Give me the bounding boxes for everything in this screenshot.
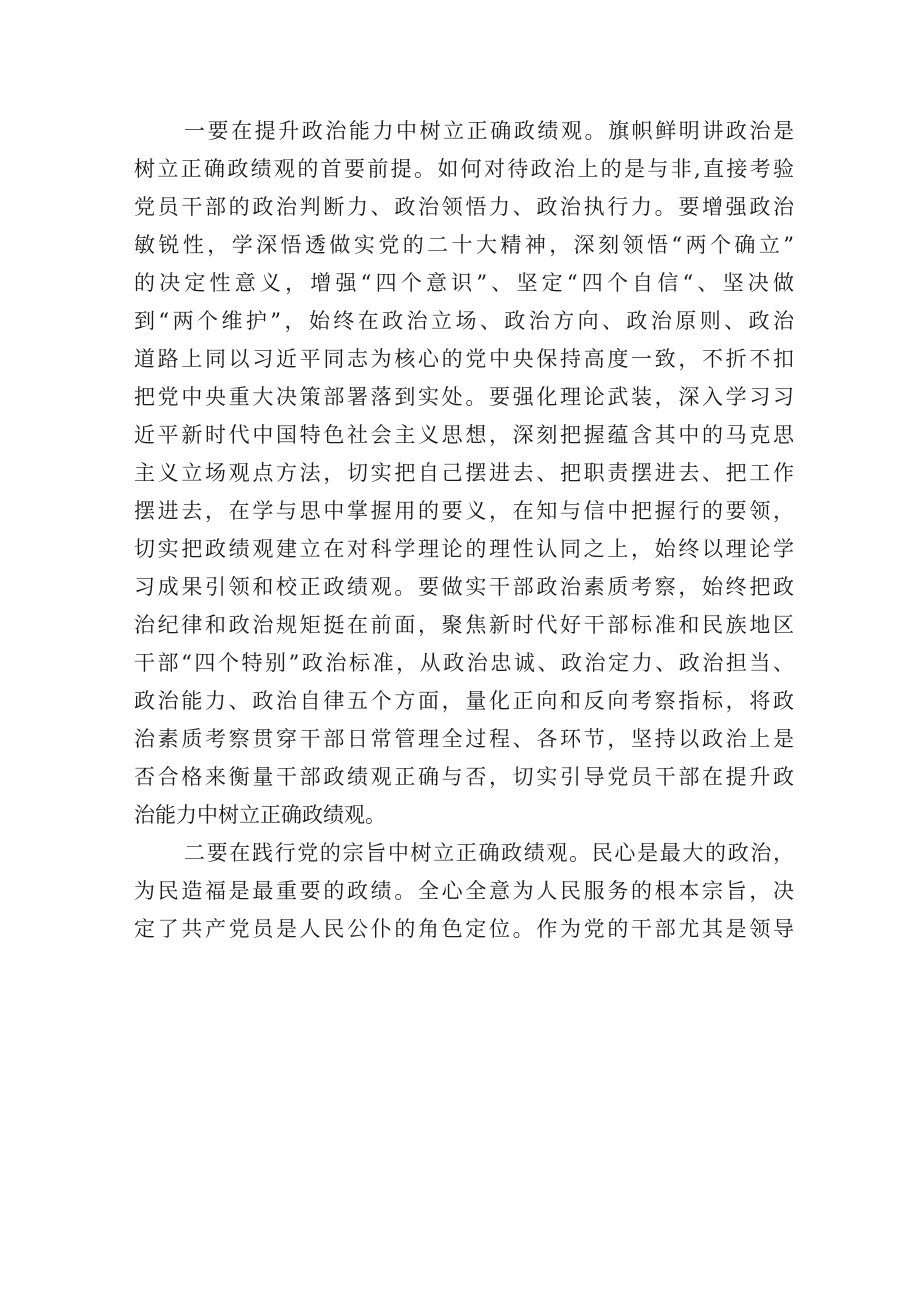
paragraph-line: 干部“四个特别”政治标准，从政治忠诚、政治定力、政治担当、 [134, 651, 794, 675]
paragraph-line: 一要在提升政治能力中树立正确政绩观。旗帜鲜明讲政治是 [184, 119, 794, 143]
paragraph-line: 到“两个维护”，始终在政治立场、政治方向、政治原则、政治 [134, 309, 794, 333]
paragraph-line: 习成果引领和校正政绩观。要做实干部政治素质考察，始终把政 [134, 575, 794, 599]
paragraph-line: 摆进去，在学与思中掌握用的要义，在知与信中把握行的要领， [134, 499, 794, 523]
paragraph-line: 树立正确政绩观的首要前提。如何对待政治上的是与非,直接考验 [134, 157, 794, 181]
paragraph-line: 的决定性意义，增强“四个意识”、坚定“四个自信“、坚决做 [134, 271, 794, 295]
paragraph-line: 治素质考察贯穿干部日常管理全过程、各环节，坚持以政治上是 [134, 727, 794, 751]
paragraph-line: 二要在践行党的宗旨中树立正确政绩观。民心是最大的政治， [184, 841, 794, 865]
paragraph-line: 把党中央重大决策部署落到实处。要强化理论武装，深入学习习 [134, 385, 794, 409]
paragraph-line: 治能力中树立正确政绩观。 [134, 803, 386, 827]
paragraph-line: 为民造福是最重要的政绩。全心全意为人民服务的根本宗旨，决 [134, 879, 794, 903]
paragraph-line: 敏锐性，学深悟透做实党的二十大精神，深刻领悟“两个确立” [134, 233, 794, 257]
paragraph-line: 党员干部的政治判断力、政治领悟力、政治执行力。要增强政治 [134, 195, 794, 219]
paragraph-party-purpose [134, 834, 794, 948]
document-body [134, 112, 794, 948]
paragraph-line: 主义立场观点方法，切实把自己摆进去、把职责摆进去、把工作 [134, 461, 794, 485]
paragraph-line: 定了共产党员是人民公仆的角色定位。作为党的干部尤其是领导 [134, 917, 794, 941]
paragraph-line: 政治能力、政治自律五个方面，量化正向和反向考察指标，将政 [134, 689, 794, 713]
paragraph-political-ability [134, 112, 794, 834]
paragraph-line: 近平新时代中国特色社会主义思想，深刻把握蕴含其中的马克思 [134, 423, 794, 447]
paragraph-line: 否合格来衡量干部政绩观正确与否，切实引导党员干部在提升政 [134, 765, 794, 789]
paragraph-line: 道路上同以习近平同志为核心的党中央保持高度一致，不折不扣 [134, 347, 794, 371]
paragraph-line: 治纪律和政治规矩挺在前面，聚焦新时代好干部标准和民族地区 [134, 613, 794, 637]
paragraph-line: 切实把政绩观建立在对科学理论的理性认同之上，始终以理论学 [134, 537, 794, 561]
